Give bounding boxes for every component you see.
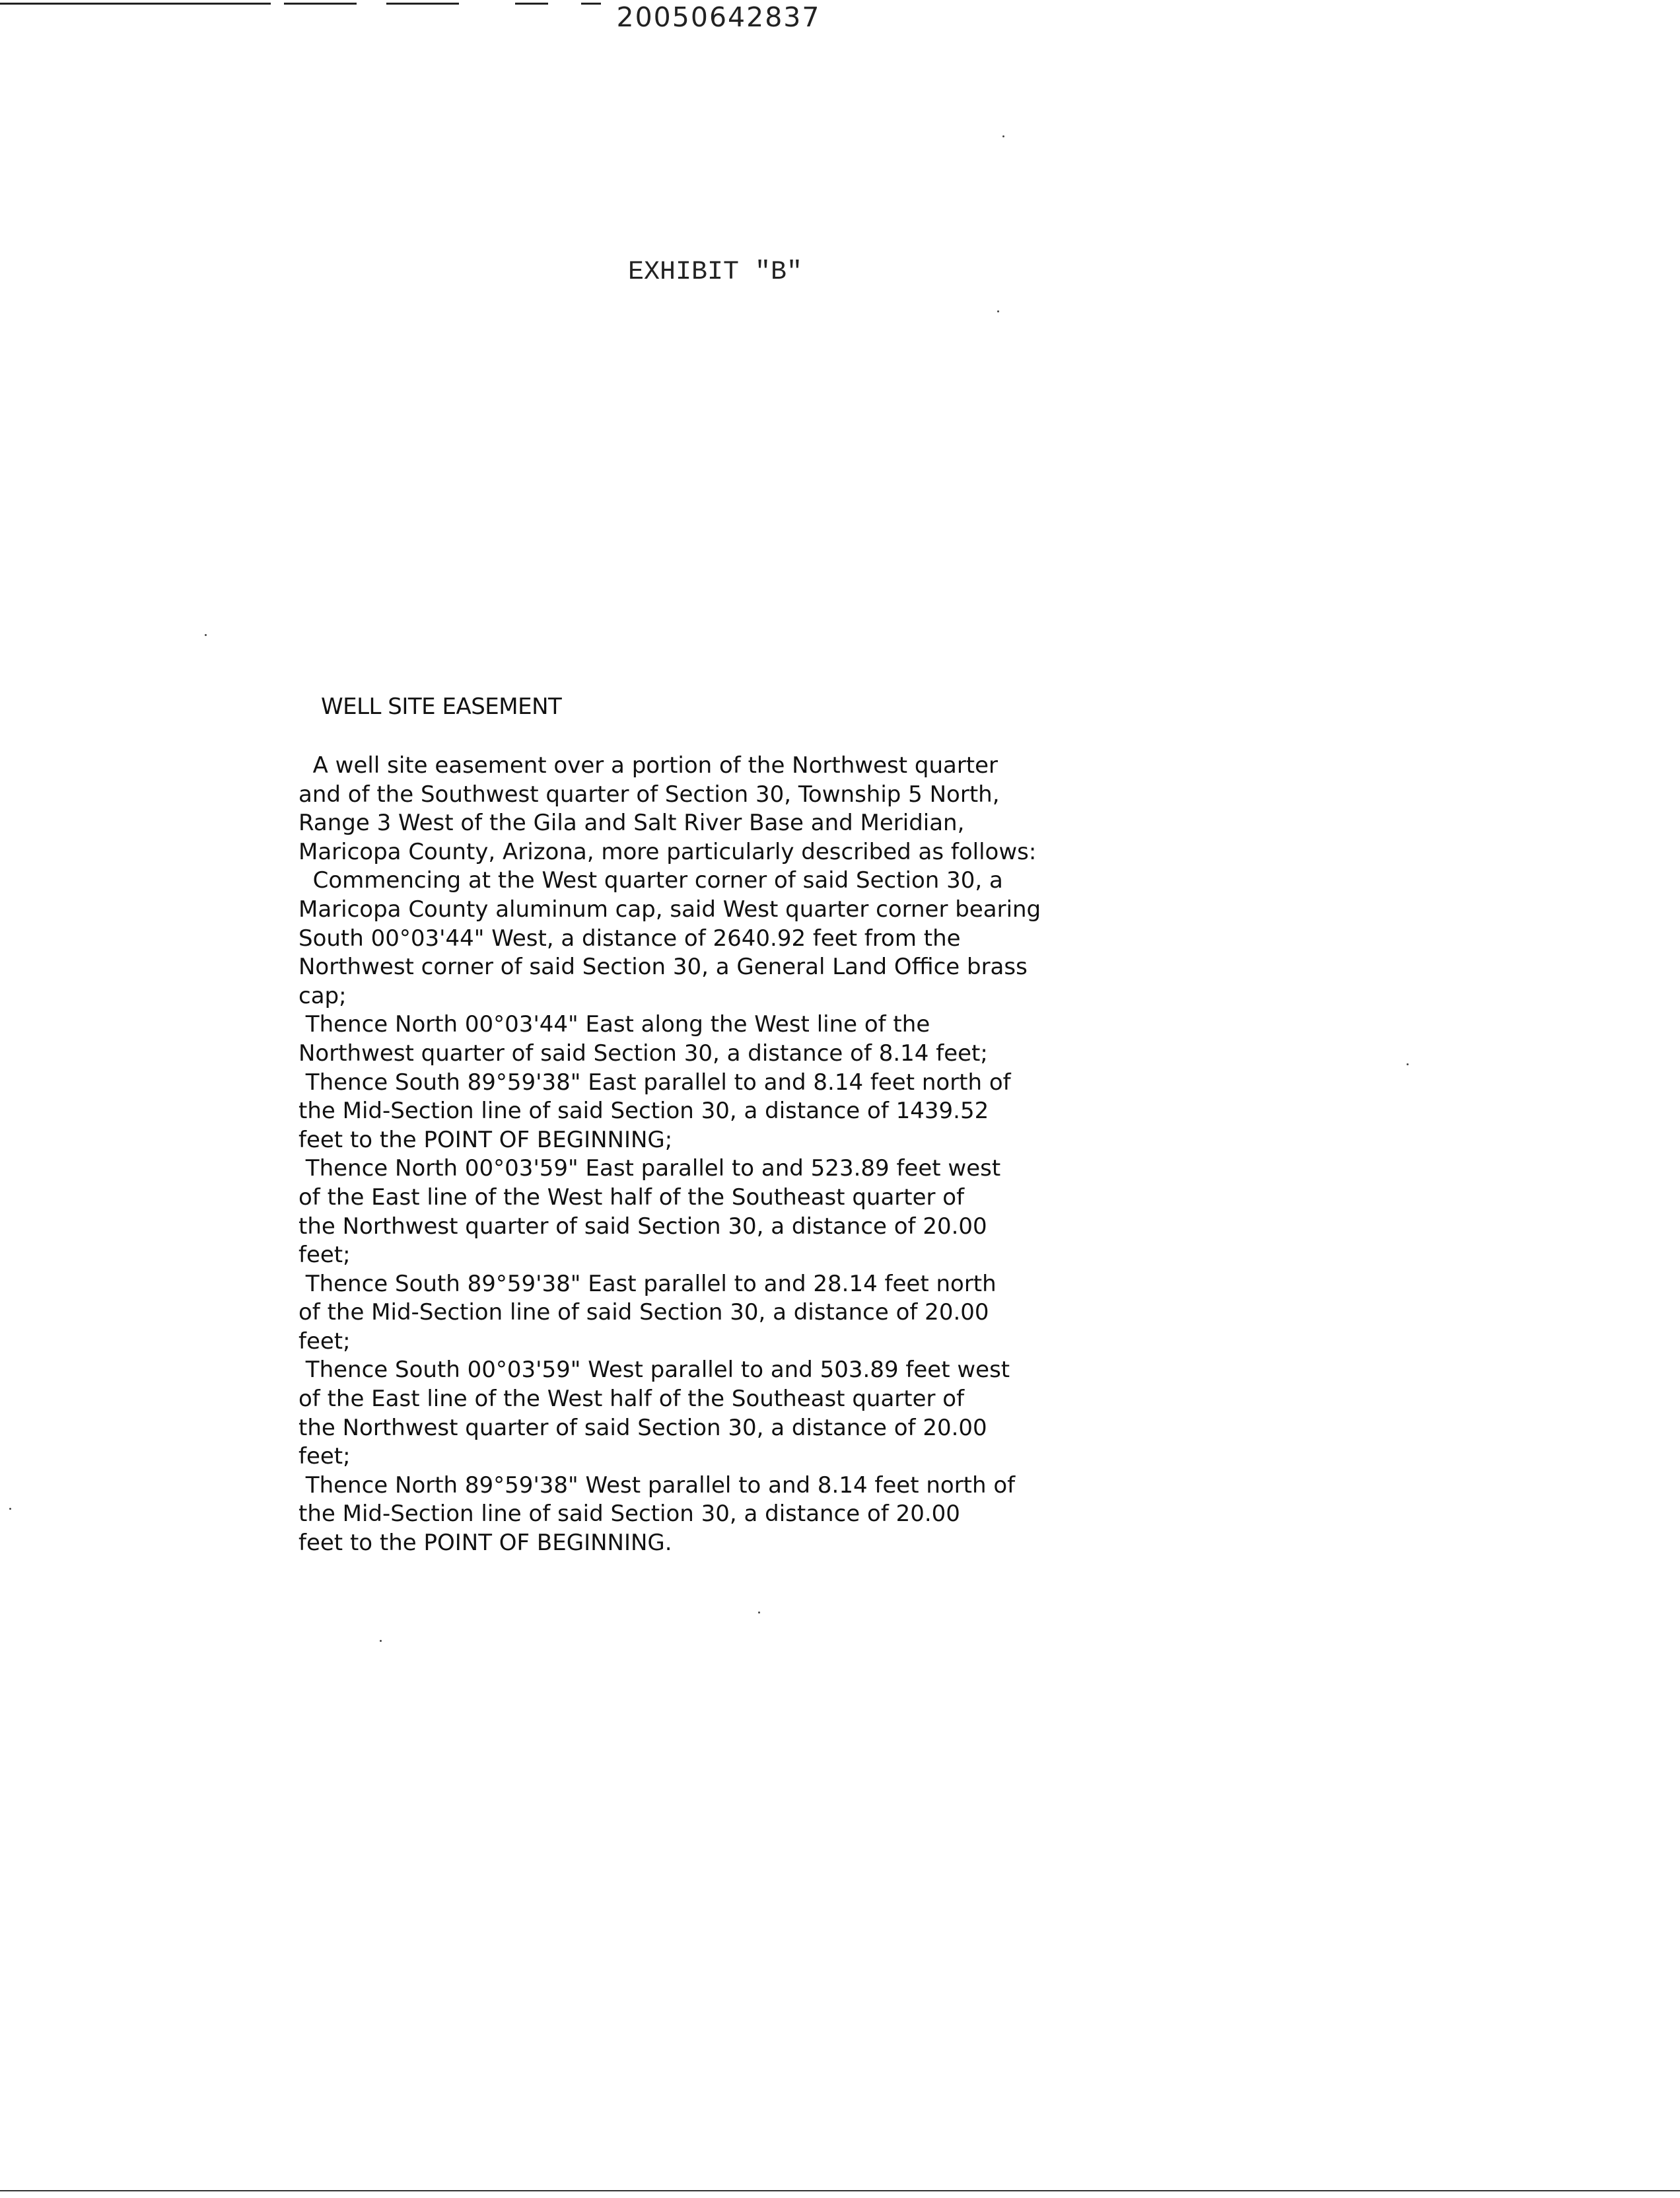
scan-speck [758, 1612, 760, 1613]
scan-speck [1407, 1063, 1409, 1065]
legal-description-line: feet; [298, 1242, 351, 1269]
legal-description-line: the Mid-Section line of said Section 30, a distance of 20.00 [298, 1501, 960, 1528]
legal-description-line: A well site easement over a portion of the Northwest quarter [298, 752, 998, 779]
legal-description-line: of the East line of the West half of the Southeast quarter of [298, 1386, 965, 1413]
legal-description-line: the Northwest quarter of said Section 30, a distance of 20.00 [298, 1414, 987, 1441]
legal-description-line: Thence North 00°03'44" East along the West line of the [298, 1011, 930, 1038]
legal-description-line: Commencing at the West quarter corner of said Section 30, a [298, 867, 1003, 894]
legal-description-line: Thence North 89°59'38" West parallel to and 8.14 feet north of [298, 1471, 1016, 1499]
legal-description-line: feet; [298, 1328, 351, 1355]
legal-description-line: South 00°03'44" West, a distance of 2640.92 feet from the [298, 925, 961, 952]
legal-description-line: cap; [298, 982, 347, 1009]
legal-description-line: and of the Southwest quarter of Section 30, Township 5 North, [298, 781, 1000, 808]
legal-description-line: the Northwest quarter of said Section 30, a distance of 20.00 [298, 1213, 987, 1240]
legal-description [298, 752, 1144, 1558]
document-number: 20050642837 [616, 1, 821, 33]
legal-description-line: Thence South 89°59'38" East parallel to and 8.14 feet north of [298, 1069, 1011, 1096]
legal-description-line: Thence North 00°03'59" East parallel to and 523.89 feet west [298, 1155, 1001, 1182]
legal-description-line: Range 3 West of the Gila and Salt River Base and Meridian, [298, 810, 965, 837]
bottom-scan-rule [0, 2190, 1680, 2191]
exhibit-title: EXHIBIT "B" [627, 258, 803, 287]
scan-speck [997, 310, 999, 312]
legal-description-line: Northwest quarter of said Section 30, a distance of 8.14 feet; [298, 1040, 988, 1067]
scan-speck [1002, 135, 1004, 137]
legal-description-line: Maricopa County, Arizona, more particularly described as follows: [298, 838, 1037, 865]
scan-speck [9, 1508, 11, 1510]
scan-speck [205, 634, 207, 636]
legal-description-line: feet; [298, 1443, 351, 1470]
legal-description-line: Northwest corner of said Section 30, a General Land Office brass [298, 954, 1028, 981]
legal-description-line: feet to the POINT OF BEGINNING. [298, 1530, 672, 1557]
legal-description-line: the Mid-Section line of said Section 30, a distance of 1439.52 [298, 1098, 989, 1125]
easement-heading: WELL SITE EASEMENT [321, 693, 562, 720]
legal-description-line: of the East line of the West half of the Southeast quarter of [298, 1184, 965, 1211]
legal-description-line: Maricopa County aluminum cap, said West quarter corner bearing [298, 896, 1041, 923]
legal-description-line: of the Mid-Section line of said Section 30, a distance of 20.00 [298, 1299, 989, 1326]
legal-description-line: Thence South 00°03'59" West parallel to and 503.89 feet west [298, 1357, 1010, 1384]
legal-description-line: Thence South 89°59'38" East parallel to and 28.14 feet north [298, 1270, 997, 1297]
legal-description-line: feet to the POINT OF BEGINNING; [298, 1126, 673, 1153]
scan-speck [380, 1640, 382, 1642]
